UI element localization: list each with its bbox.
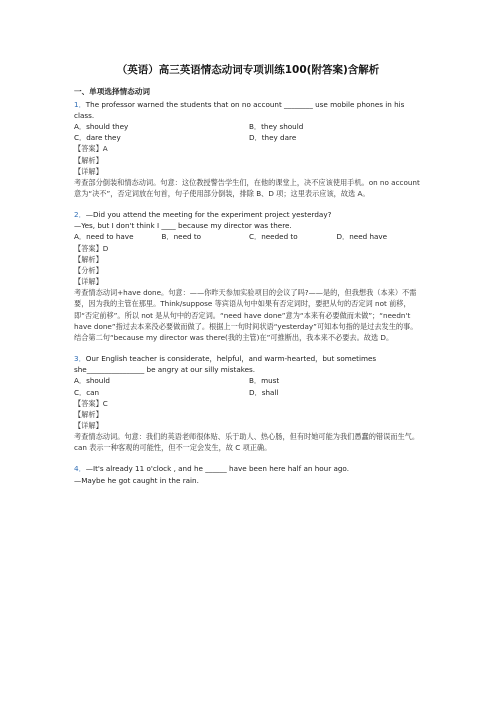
question-2	[74, 209, 424, 343]
page-title: （英语）高三英语情态动词专项训练100(附答案)含解析	[116, 64, 380, 76]
explanation: 考查部分倒装和情态动词。句意：这位教授警告学生们，在他的课堂上，决不应该使用手机。on no account 意为“决不”，否定词放在句首，句子使用部分倒装，排除 B、D 项；这里表示应该，故选 A。	[74, 177, 420, 199]
question-number: 2．	[74, 210, 86, 220]
option-b: B．they should	[249, 122, 304, 132]
answer: 【答案】A	[74, 144, 108, 154]
question-stem: 2．—Did you attend the meeting for the experiment project yesterday? —Yes, but I don't think I ____ because my director was there.	[74, 210, 332, 231]
question-4	[74, 463, 424, 485]
detail-tag: 【详解】	[74, 166, 103, 176]
question-number: 1．	[74, 99, 86, 109]
analysis-tag: 【解析】	[74, 409, 103, 419]
answer: 【答案】C	[74, 398, 108, 408]
content	[74, 86, 424, 486]
question-stem: 4．—It's already 11 o'clock , and he ______ have been here half an hour ago. —Maybe he got caught in the rain.	[74, 464, 349, 485]
option-a: A．should they	[74, 122, 129, 132]
fenxi-tag: 【分析】	[74, 265, 103, 275]
option-a: A．need to have	[74, 232, 134, 242]
option-c: C．dare they	[74, 133, 121, 143]
explanation: 考查情态动词+have done。句意：——你昨天参加实验项目的会议了吗?——是的，但我想我（本来）不需要，因为我的主管在那里。Think/suppose 等宾语从句中如果有否定词时，要把从句的否定词 not 前移，即“否定前移”。所以 not 是从句中的否定词。“need have done”意为“本来有必要做而未做”；“needn't have done”指过去本来没必要做而做了。根据上一句时间状语“yesterday”可知本句指的是过去发生的事。结合第二句“because my director was there(我的主管)在”可推断出，我本来不必要去。故选 D。	[74, 288, 418, 342]
option-b: B．need to	[161, 232, 202, 242]
option-d: D．need have	[336, 232, 388, 242]
question-number: 3．	[74, 354, 86, 364]
options	[74, 121, 424, 143]
options	[74, 231, 424, 242]
analysis-tag: 【解析】	[74, 155, 103, 165]
question-number: 4．	[74, 464, 86, 474]
detail-tag: 【详解】	[74, 277, 103, 287]
question-1	[74, 99, 424, 199]
option-b: B．must	[249, 376, 280, 386]
analysis-tag: 【解析】	[74, 254, 103, 264]
question-stem: 3．Our English teacher is considerate，helpful，and warm-hearted，but sometimes she________________ be angry at our silly mistakes.	[74, 354, 377, 375]
option-d: D．shall	[249, 387, 279, 397]
detail-tag: 【详解】	[74, 420, 103, 430]
option-a: A．should	[74, 376, 110, 386]
question-3	[74, 353, 424, 453]
option-d: D．they dare	[249, 133, 297, 143]
options	[74, 375, 424, 397]
question-stem: 1．The professor warned the students that on no account ________ use mobile phones in his class.	[74, 99, 405, 120]
explanation: 考查情态动词。句意：我们的英语老师很体贴、乐于助人、热心肠，但有时她可能为我们愚蠢的错误而生气。can 表示一种客观的可能性，但不一定会发生，故 C 项正确。	[74, 432, 420, 453]
section-heading: 一、单项选择情态动词	[74, 87, 150, 96]
option-c: C．can	[74, 387, 100, 397]
option-c: C．needed to	[249, 232, 298, 242]
answer: 【答案】D	[74, 243, 109, 253]
